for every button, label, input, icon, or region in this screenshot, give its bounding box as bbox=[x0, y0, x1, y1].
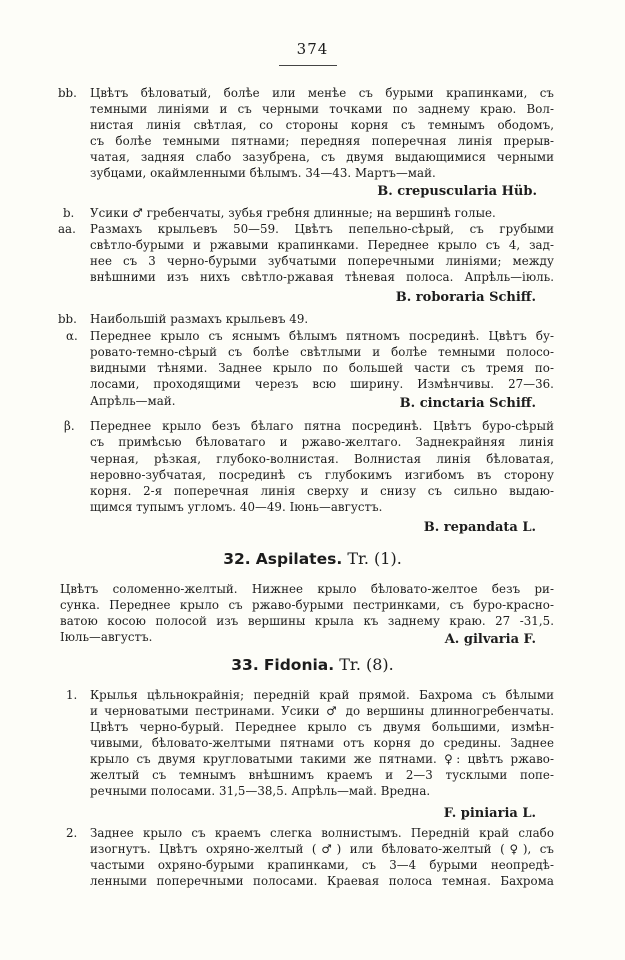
text-line: Заднее крыло съ краемъ слегка волнистымъ. Переднiй край слабо bbox=[90, 826, 554, 840]
species-name: B. crepuscularia Hüb. bbox=[377, 184, 537, 199]
text-line: ленными поперечными полосами. Краевая полоса темная. Бахрома bbox=[90, 874, 554, 888]
genus-name: Aspilates. bbox=[255, 550, 343, 568]
text-line: съ примѣсью бѣловатаго и ржаво-желтаго. Заднекрайняя линія bbox=[90, 435, 554, 449]
text-line: Наибольшій размахъ крыльевъ 49. bbox=[90, 312, 309, 326]
text-line: Переднее крыло безъ бѣлаго пятна посрединѣ. Цвѣтъ буро-сѣрый bbox=[90, 419, 554, 433]
text-line: корня. 2-я поперечная линія сверху и снизу съ сильно выдаю- bbox=[90, 484, 554, 498]
genus-name: Fidonia. bbox=[263, 656, 335, 674]
text-line: Размахъ крыльевъ 50—59. Цвѣтъ пепельно-сѣрый, съ грубыми bbox=[90, 222, 554, 236]
text-line: видными тѣнями. Заднее крыло по большей части съ тремя по- bbox=[90, 361, 554, 375]
text-line: частыми охряно-бурыми крапинками, съ 3—4 бурыми неопредѣ- bbox=[90, 858, 554, 872]
text-line: речными полосами. 31,5—38,5. Апрѣль—май. Вредна. bbox=[90, 784, 431, 798]
text-line: Крылья цѣльнокрайнія; передній край прямой. Бахрома съ бѣлыми bbox=[90, 688, 554, 702]
text-line: и черноватыми пестринами. Усики ♂ до вершины длинногребенчаты. bbox=[90, 704, 554, 718]
text-line: нистая линія свѣтлая, со стороны корня съ темнымъ ободомъ, bbox=[90, 118, 554, 132]
entry-label: bb. bbox=[58, 86, 77, 100]
genus-author: Tr. (8). bbox=[339, 655, 394, 674]
text-line: Переднее крыло съ яснымъ бѣлымъ пятномъ посрединѣ. Цвѣтъ бу- bbox=[90, 329, 554, 343]
entry-label: 2. bbox=[66, 826, 78, 840]
entry-label: α. bbox=[66, 329, 78, 343]
entry-label: β. bbox=[64, 419, 75, 433]
text-line: Іюль—августъ. bbox=[60, 630, 153, 644]
text-line: ватою косою полосой изъ вершины крыла къ заднему краю. 27 -31,5. bbox=[60, 614, 554, 628]
genus-heading-33 bbox=[0, 656, 625, 674]
page-number: 374 bbox=[296, 40, 329, 58]
text-line: нее съ 3 черно-бурыми зубчатыми поперечными линіями; между bbox=[90, 254, 554, 268]
entry-label: 1. bbox=[66, 688, 78, 702]
text-line: желтый съ темнымъ внѣшнимъ краемъ и 2—3 тусклыми попе- bbox=[90, 768, 554, 782]
text-line: ровато-темно-сѣрый съ болѣе свѣтлыми и болѣе темными полосо- bbox=[90, 345, 554, 359]
text-line: свѣтло-бурыми и ржавыми крапинками. Переднее крыло съ 4, зад- bbox=[90, 238, 554, 252]
text-line: Усики ♂ гребенчаты, зубья гребня длинные; на вершинѣ голые. bbox=[90, 206, 496, 220]
text-line: чивыми, бѣловато-желтыми пятнами отъ корня до средины. Заднее bbox=[90, 736, 554, 750]
text-line: изогнутъ. Цвѣтъ охряно-желтый (♂) или бѣловато-желтый (♀), съ bbox=[90, 842, 554, 856]
text-line: черная, рѣзкая, глубоко-волнистая. Волнистая линія бѣловатая, bbox=[90, 452, 554, 466]
genus-number: 32. bbox=[223, 550, 251, 568]
header-rule bbox=[279, 65, 337, 66]
text-line: неровно-зубчатая, посрединѣ съ глубокимъ изгибомъ въ сторону bbox=[90, 468, 554, 482]
genus-number: 33. bbox=[231, 656, 259, 674]
text-line: чатая, задняя слабо зазубрена, съ двумя выдающимися черными bbox=[90, 150, 554, 164]
text-line: внѣшними изъ нихъ свѣтло-ржавая тѣневая полоса. Апрѣль—іюль. bbox=[90, 270, 554, 284]
species-name: B. cinctaria Schiff. bbox=[399, 396, 536, 411]
text-line: Цвѣтъ бѣловатый, болѣе или менѣе съ бурыми крапинками, съ bbox=[90, 86, 554, 100]
text-line: щимся тупымъ угломъ. 40—49. Іюнь—августъ. bbox=[90, 500, 383, 514]
text-line: крыло съ двумя кругловатыми такими же пятнами. ♀: цвѣтъ ржаво- bbox=[90, 752, 554, 766]
species-name: A. gilvaria F. bbox=[444, 632, 536, 647]
genus-author: Tr. (1). bbox=[347, 549, 402, 568]
text-line: Цвѣтъ соломенно-желтый. Нижнее крыло бѣловато-желтое безъ ри- bbox=[60, 582, 554, 596]
text-line: Апрѣль—май. bbox=[90, 394, 176, 408]
text-line: лосами, проходящими черезъ всю ширину. Измѣнчивы. 27—36. bbox=[90, 377, 554, 391]
entry-label: b. bbox=[63, 206, 75, 220]
entry-label: aa. bbox=[58, 222, 76, 236]
text-line: темными линіями и съ черными точками по заднему краю. Вол- bbox=[90, 102, 554, 116]
species-name: B. roboraria Schiff. bbox=[395, 290, 536, 305]
text-line: зубцами, окаймленными бѣлымъ. 34—43. Мартъ—май. bbox=[90, 166, 436, 180]
genus-heading-32 bbox=[0, 550, 625, 568]
text-line: сунка. Переднее крыло съ ржаво-бурыми пестринками, съ буро-красно- bbox=[60, 598, 554, 612]
species-name: B. repandata L. bbox=[423, 520, 536, 535]
species-name: F. piniaria L. bbox=[443, 806, 536, 821]
text-line: съ болѣе темными пятнами; передняя поперечная линія прерыв- bbox=[90, 134, 554, 148]
entry-label: bb. bbox=[58, 312, 77, 326]
text-line: Цвѣтъ черно-бурый. Переднее крыло съ двумя большими, измѣн- bbox=[90, 720, 554, 734]
